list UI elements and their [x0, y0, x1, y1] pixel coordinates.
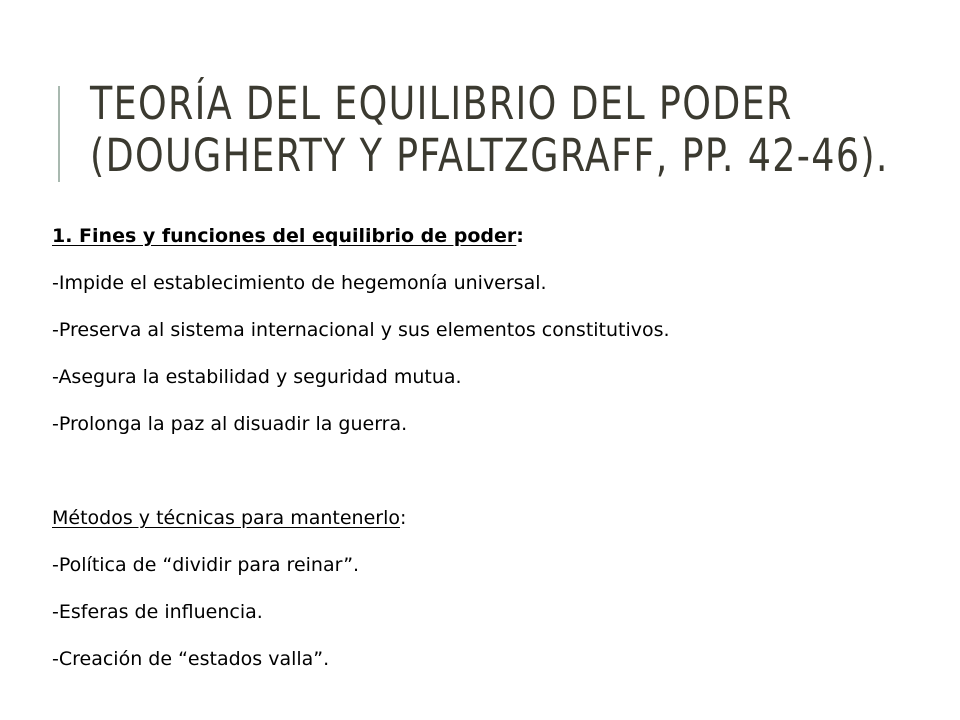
section-heading-metodos	[52, 504, 912, 551]
blank-line	[52, 457, 912, 504]
slide-title-line-1: TEORÍA DEL EQUILIBRIO DEL PODER	[90, 77, 793, 130]
section-heading-metodos-colon: :	[399, 507, 407, 529]
slide-title-line-2: (DOUGHERTY Y PFALTZGRAFF, PP. 42-46).	[90, 129, 889, 182]
slide-title	[90, 77, 889, 182]
bullet-item: -Esferas de influencia.	[52, 601, 263, 623]
section-heading-metodos-text: Métodos y técnicas para mantenerlo	[52, 507, 400, 529]
section-heading-fines-text: 1. Fines y funciones del equilibrio de poder	[52, 225, 517, 247]
bullet-item: -Impide el establecimiento de hegemonía universal.	[52, 272, 547, 294]
bullet-item: -Preserva al sistema internacional y sus elementos constitutivos.	[52, 319, 670, 341]
section-heading-fines	[52, 222, 912, 269]
title-accent-bar	[58, 86, 60, 182]
bullet-item: -Creación de “estados valla”.	[52, 648, 330, 670]
slide-body	[52, 222, 912, 692]
bullet-item: -Política de “dividir para reinar”.	[52, 554, 360, 576]
bullet-item: -Asegura la estabilidad y seguridad mutua.	[52, 366, 462, 388]
section-heading-fines-colon: :	[516, 225, 524, 247]
bullet-item: -Prolonga la paz al disuadir la guerra.	[52, 413, 408, 435]
